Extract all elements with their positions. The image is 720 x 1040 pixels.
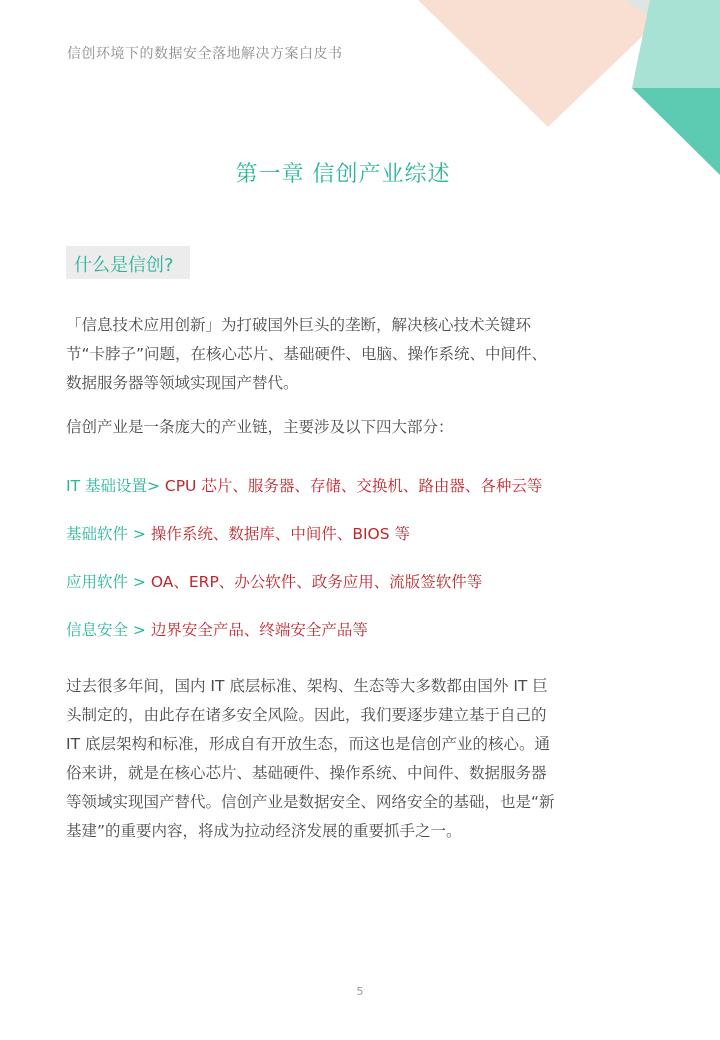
gray-triangle [625, 0, 720, 28]
closing-paragraph: 过去很多年间，国内 IT 底层标准、架构、生态等大多数都由国外 IT 巨头制定的，由此存在诸多安全风险。因此，我们要逐步建立基于自己的 IT 底层架构和标准，形成自有开放生态，而这也是信创产业的核心。通俗来讲，就是在核心芯片、基础硬件、操作系统、中间件、数据服务器等领域实现国产替代。信创产业是数据安全、网络安全的基础，也是“新基建”的重要内容，将成为拉动经济发展的重要抓手之一。 [66, 677, 555, 840]
chain-paragraph: 信创产业是一条庞大的产业链，主要涉及以下四大部分： [66, 418, 454, 436]
page-number: 5 [356, 985, 364, 998]
part-label: 应用软件 > [66, 573, 151, 591]
part-value: 操作系统、数据库、中间件、BIOS 等 [150, 525, 411, 543]
document-header: 信创环境下的数据安全落地解决方案白皮书 [67, 46, 343, 62]
part-label: 信息安全 > [66, 621, 151, 639]
light-teal-triangle [632, 0, 720, 88]
chapter-title: 第一章 信创产业综述 [235, 162, 451, 187]
part-item [66, 522, 410, 546]
part-item [66, 618, 368, 642]
part-value: 边界安全产品、终端安全产品等 [150, 621, 368, 639]
section-heading: 什么是信创? [74, 255, 174, 276]
part-value: CPU 芯片、服务器、存储、交换机、路由器、各种云等 [164, 477, 543, 495]
intro-paragraph: 「信息技术应用创新」为打破国外巨头的垄断，解决核心技术关键环节“卡脖子”问题，在核心芯片、基础硬件、电脑、操作系统、中间件、数据服务器等领域实现国产替代。 [66, 316, 548, 392]
peach-triangle [418, 0, 680, 127]
part-label: 基础软件 > [66, 525, 151, 543]
part-label: IT 基础设置> [66, 477, 165, 495]
part-value: OA、ERP、办公软件、政务应用、流版签软件等 [150, 573, 483, 591]
part-item [66, 570, 482, 594]
part-item [66, 474, 542, 498]
